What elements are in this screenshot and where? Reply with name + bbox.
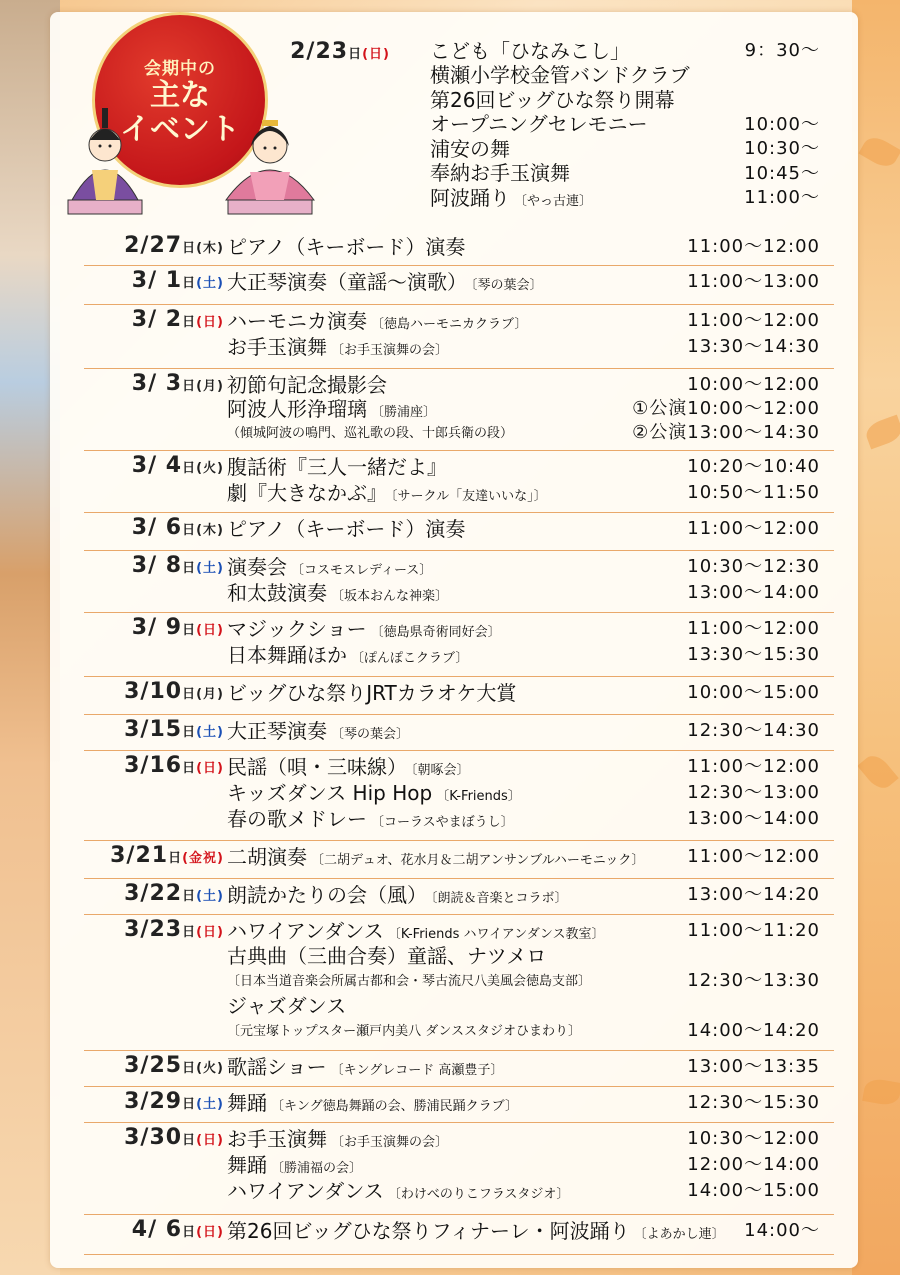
event-title: 初節句記念撮影会: [227, 372, 387, 397]
event-performer: 〔お手玉演舞の会〕: [331, 342, 449, 358]
event-date: [84, 515, 224, 540]
event-performer: 〔キング徳島舞踊の会、勝浦民踊クラブ〕: [271, 1098, 519, 1114]
event-date: [84, 1125, 224, 1150]
event-weekday: (土): [196, 889, 224, 904]
event-line: [227, 418, 834, 444]
ohina-sama-doll-icon: [220, 100, 320, 218]
event-note: 〔元宝塚トップスター瀬戸内美八 ダンススタジオひまわり〕: [227, 1023, 581, 1039]
event-performer: 〔わけべのりこフラスタジオ〕: [387, 1186, 570, 1202]
event-note: 〔日本当道音楽会所属古都和会・琴古流尺八美風会徳島支部〕: [227, 973, 592, 989]
event-line: [227, 640, 834, 666]
event-title: 第26回ビッグひな祭り開幕: [430, 87, 675, 112]
event-time: 10:00～: [744, 113, 820, 135]
badge-line-2: 主な: [150, 77, 210, 113]
event-time: ①公演10:00～12:00: [632, 398, 820, 419]
event-line: [227, 332, 834, 358]
event-date: [84, 1217, 224, 1242]
event-title: 大正琴演奏（童謡～演歌） 〔琴の葉会〕: [227, 269, 543, 294]
event-date-text: 3/ 8: [131, 553, 183, 578]
event-date-text: 3/ 3: [131, 371, 183, 396]
event-performer: 〔朗読＆音楽とコラボ〕: [431, 890, 568, 906]
event-weekday: (日): [196, 315, 224, 330]
event-time: 13:30～14:30: [687, 336, 820, 357]
event-weekday: (火): [196, 1061, 224, 1076]
event-weekday: (日): [196, 1133, 224, 1148]
event-date-text: 3/10: [124, 679, 183, 704]
event-day-label: 日: [182, 315, 197, 330]
event-title: お手玉演舞 〔お手玉演舞の会〕: [227, 1126, 449, 1151]
event-title: 演奏会 〔コスモスレディース〕: [227, 554, 433, 579]
event-line: [227, 232, 834, 258]
badge-line-3: イベント: [120, 111, 240, 147]
event-row: [84, 1214, 834, 1255]
event-day-label: 日: [182, 276, 197, 291]
event-performer: 〔ぽんぽこクラブ〕: [351, 650, 469, 666]
event-performer: 〔やっ古連〕: [514, 193, 593, 209]
event-performer: 〔コーラスやまぼうし〕: [371, 814, 514, 830]
event-row: [84, 714, 834, 751]
event-title: マジックショー 〔徳島県奇術同好会〕: [227, 616, 501, 641]
event-date: [84, 268, 224, 293]
event-date: [84, 233, 224, 258]
event-date-text: 3/25: [124, 1053, 183, 1078]
event-weekday: (木): [196, 523, 224, 538]
event-date-text: 3/ 4: [131, 453, 183, 478]
event-date-text: 3/ 2: [131, 307, 183, 332]
event-day-label: 日: [182, 687, 197, 702]
event-day-label: 日: [182, 925, 197, 940]
event-day-label: 日: [182, 241, 197, 256]
event-title: 劇『大きなかぶ』 〔サークル「友達いいな」〕: [227, 480, 547, 505]
event-day-label: 日: [182, 379, 197, 394]
event-line: [227, 842, 834, 868]
event-day-label: 日: [182, 889, 197, 904]
event-performer: 〔徳島ハーモニカクラブ〕: [371, 316, 528, 332]
event-day-label: 日: [182, 523, 197, 538]
event-time: 11:00～12:00: [687, 310, 820, 331]
event-weekday: (日): [196, 623, 224, 638]
event-performer: 〔お手玉演舞の会〕: [331, 1134, 449, 1150]
event-line: [227, 452, 834, 478]
event-line: [227, 306, 834, 332]
event-line: [227, 916, 834, 942]
event-day-label: 日: [182, 461, 197, 476]
event-line: [227, 1124, 834, 1150]
event-title: ハワイアンダンス 〔K-Friends ハワイアンダンス教室〕: [227, 918, 605, 943]
event-title: 腹話術『三人一緒だよ』: [227, 454, 447, 479]
event-weekday: (月): [196, 687, 224, 702]
event-row: [84, 550, 834, 613]
event-weekday: (日): [196, 761, 224, 776]
event-time: 11:00～12:00: [687, 846, 820, 867]
event-row: [84, 1086, 834, 1123]
event-date: [84, 753, 224, 778]
event-time: 12:30～14:30: [687, 720, 820, 741]
event-line: [227, 966, 834, 992]
event-row: [84, 750, 834, 841]
event-time: 10:00～12:00: [687, 374, 820, 395]
event-date: [84, 917, 224, 942]
event-time: 11:00～12:00: [687, 756, 820, 777]
event-title: こども「ひなみこし」: [430, 38, 630, 63]
event-time: 11:00～12:00: [687, 618, 820, 639]
event-performer: 〔コスモスレディース〕: [291, 562, 433, 578]
event-date-text: 3/21: [110, 843, 169, 868]
event-title: 浦安の舞: [430, 136, 510, 161]
event-date-text: 3/ 6: [131, 515, 183, 540]
event-line: [227, 394, 834, 420]
event-day-label: 日: [182, 1061, 197, 1076]
event-day-label: 日: [168, 851, 183, 866]
event-line: [227, 1016, 834, 1042]
event-day-label: 日: [348, 47, 363, 62]
event-day-label: 日: [182, 1097, 197, 1112]
event-row: [84, 450, 834, 513]
event-title: 第26回ビッグひな祭りフィナーレ・阿波踊り 〔よあかし連〕: [227, 1218, 725, 1243]
event-title: ハーモニカ演奏 〔徳島ハーモニカクラブ〕: [227, 308, 528, 333]
event-day-label: 日: [182, 725, 197, 740]
event-time: 10:45～: [744, 162, 820, 184]
event-title: 日本舞踊ほか 〔ぽんぽこクラブ〕: [227, 642, 469, 667]
event-date: [84, 553, 224, 578]
event-line: [227, 552, 834, 578]
event-day-label: 日: [182, 623, 197, 638]
event-time: 10:50～11:50: [687, 482, 820, 503]
event-line: [227, 752, 834, 778]
event-title: 舞踊 〔勝浦福の会〕: [227, 1152, 363, 1177]
event-time: 13:00～14:00: [687, 582, 820, 603]
event-line: [227, 941, 834, 967]
event-line: [227, 678, 834, 704]
event-date-text: 3/16: [124, 753, 183, 778]
event-note: （傾城阿波の鳴門、巡礼歌の段、十郎兵衛の段）: [227, 425, 514, 441]
event-line: [227, 1150, 834, 1176]
event-weekday: (土): [196, 725, 224, 740]
event-time: 9：30～: [744, 40, 820, 61]
event-performer: 〔徳島県奇術同好会〕: [370, 624, 501, 640]
event-performer: 〔K-Friends〕: [436, 788, 521, 804]
event-time: 13:00～14:00: [687, 808, 820, 829]
event-performer: 〔K-Friends ハワイアンダンス教室〕: [387, 926, 605, 942]
event-date: [84, 717, 224, 742]
event-title: ピアノ（キーボード）演奏: [227, 516, 466, 541]
event-row: [84, 265, 834, 305]
odairi-sama-doll-icon: [62, 100, 148, 218]
event-date: [84, 679, 224, 704]
event-time: 13:00～14:20: [687, 884, 820, 905]
event-line: [227, 1052, 834, 1078]
event-day-label: 日: [182, 561, 197, 576]
event-performer: 〔坂本おんな神楽〕: [331, 588, 449, 604]
badge-line-1: 会期中の: [144, 58, 216, 79]
event-date-text: 3/ 1: [131, 268, 183, 293]
event-date-text: 3/23: [124, 917, 183, 942]
event-weekday: (月): [196, 379, 224, 394]
event-performer: 〔よあかし連〕: [633, 1226, 725, 1242]
event-title: 横瀬小学校金管バンドクラブ: [430, 63, 690, 87]
event-time: ②公演13:00～14:30: [632, 422, 820, 443]
event-date: [84, 615, 224, 640]
event-time: 11:00～: [744, 187, 820, 208]
event-time: 12:00～14:00: [687, 1154, 820, 1175]
event-performer: 〔二胡デュオ、花水月＆二胡アンサンブルハーモニック〕: [311, 852, 645, 868]
event-row: [84, 230, 834, 266]
event-line: [227, 1176, 834, 1202]
event-line: [227, 991, 834, 1017]
event-row: [84, 612, 834, 677]
event-time: 14:00～14:20: [687, 1020, 820, 1041]
event-title: 阿波人形浄瑠璃 〔勝浦座〕: [227, 396, 437, 421]
event-title: 朗読かたりの会（風） 〔朗読＆音楽とコラボ〕: [227, 882, 568, 907]
event-title: 歌謡ショー 〔キングレコード 高瀬豊子〕: [227, 1054, 504, 1079]
event-row: [84, 840, 834, 879]
event-date-text: 2/27: [124, 233, 183, 258]
event-weekday: (土): [196, 1097, 224, 1112]
event-line: [227, 478, 834, 504]
event-weekday: (木): [196, 241, 224, 256]
event-weekday: (日): [362, 47, 390, 62]
event-performer: 〔サークル「友達いいな」〕: [391, 488, 547, 504]
event-time: 10:20～10:40: [687, 456, 820, 477]
event-weekday: (日): [196, 1225, 224, 1240]
event-date: [84, 881, 224, 906]
event-title: 奉納お手玉演舞: [430, 161, 570, 185]
event-line: [227, 1216, 834, 1242]
event-title: 舞踊 〔キング徳島舞踊の会、勝浦民踊クラブ〕: [227, 1090, 519, 1115]
event-title: ジャズダンス: [227, 993, 347, 1018]
event-day-label: 日: [182, 1133, 197, 1148]
event-title: お手玉演舞 〔お手玉演舞の会〕: [227, 334, 449, 359]
event-row: [84, 914, 834, 1051]
event-line: [227, 267, 834, 293]
event-line: [227, 578, 834, 604]
event-time: 13:30～15:30: [687, 644, 820, 665]
event-time: 12:30～15:30: [687, 1092, 820, 1113]
event-date-text: 3/22: [124, 881, 183, 906]
event-row: [84, 304, 834, 369]
event-weekday: (土): [196, 276, 224, 291]
event-date-text: 3/30: [124, 1125, 183, 1150]
event-time: 14:00～: [744, 1220, 820, 1241]
event-date: [84, 371, 224, 396]
event-title: ビッグひな祭りJRTカラオケ大賞: [227, 680, 517, 705]
event-title: 阿波踊り 〔やっ古連〕: [430, 185, 593, 210]
event-day-label: 日: [182, 1225, 197, 1240]
event-title: キッズダンス Hip Hop 〔K-Friends〕: [227, 780, 521, 805]
event-date-text: 3/15: [124, 717, 183, 742]
event-title: 古典曲（三曲合奏）童謡、ナツメロ: [227, 943, 547, 968]
event-title: オープニングセレモニー: [430, 112, 648, 136]
event-title: 和太鼓演奏 〔坂本おんな神楽〕: [227, 580, 449, 605]
event-date-text: 3/ 9: [131, 615, 183, 640]
event-title: 大正琴演奏 〔琴の葉会〕: [227, 718, 410, 743]
event-title: ハワイアンダンス 〔わけべのりこフラスタジオ〕: [227, 1178, 570, 1203]
event-date: [84, 1089, 224, 1114]
event-performer: 〔勝浦福の会〕: [271, 1160, 363, 1176]
event-row: [84, 368, 834, 451]
event-time: 10:00～15:00: [687, 682, 820, 703]
event-date-text: 2/23: [290, 39, 349, 64]
event-time: 11:00～12:00: [687, 518, 820, 539]
event-row: [84, 676, 834, 715]
event-row: [84, 878, 834, 915]
event-line: [227, 614, 834, 640]
event-weekday: (火): [196, 461, 224, 476]
event-time: 12:30～13:00: [687, 782, 820, 803]
event-date: [84, 843, 224, 868]
event-time: 11:00～12:00: [687, 236, 820, 257]
event-date: [84, 453, 224, 478]
event-time: 11:00～13:00: [687, 271, 820, 292]
event-weekday: (金祝): [182, 851, 224, 866]
event-line: [227, 880, 834, 906]
event-performer: 〔琴の葉会〕: [471, 277, 543, 293]
event-weekday: (日): [196, 925, 224, 940]
event-time: 12:30～13:30: [687, 970, 820, 991]
event-date-text: 4/ 6: [131, 1217, 183, 1242]
event-date: [84, 307, 224, 332]
event-time: 10:30～12:00: [687, 1128, 820, 1149]
event-day-label: 日: [182, 761, 197, 776]
event-line: [227, 804, 834, 830]
event-line: [227, 1088, 834, 1114]
event-title: 民謡（唄・三味線） 〔朝啄会〕: [227, 754, 470, 779]
event-row: [84, 512, 834, 551]
event-performer: 〔勝浦座〕: [371, 404, 437, 420]
event-title: 春の歌メドレー 〔コーラスやまぼうし〕: [227, 806, 514, 831]
event-time: 10:30～: [744, 138, 820, 159]
event-time: 13:00～13:35: [687, 1056, 820, 1077]
event-performer: 〔朝啄会〕: [411, 762, 470, 778]
event-line: [227, 716, 834, 742]
event-line: [227, 778, 834, 804]
event-row: [84, 1050, 834, 1087]
event-time: 11:00～11:20: [687, 920, 820, 941]
event-title: ピアノ（キーボード）演奏: [227, 234, 466, 259]
event-time: 10:30～12:30: [687, 556, 820, 577]
event-performer: 〔琴の葉会〕: [331, 726, 410, 742]
event-line: [430, 183, 834, 209]
event-title: 二胡演奏 〔二胡デュオ、花水月＆二胡アンサンブルハーモニック〕: [227, 844, 645, 869]
event-row: [250, 36, 834, 230]
event-date: [84, 1053, 224, 1078]
event-weekday: (土): [196, 561, 224, 576]
event-time: 14:00～15:00: [687, 1180, 820, 1201]
event-date-text: 3/29: [124, 1089, 183, 1114]
event-performer: 〔キングレコード 高瀬豊子〕: [330, 1062, 504, 1078]
event-line: [227, 514, 834, 540]
event-row: [84, 1122, 834, 1215]
